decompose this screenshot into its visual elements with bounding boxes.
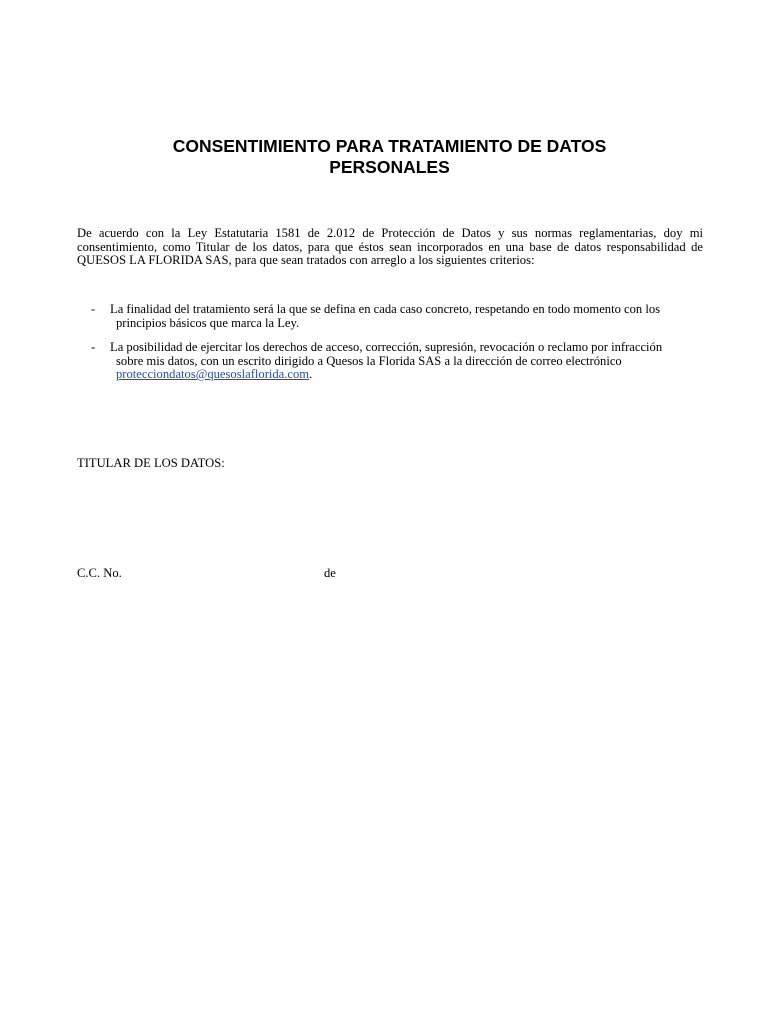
bullet-dash: -	[91, 302, 96, 316]
bullet-item-derechos	[77, 341, 705, 382]
bullet-end-period: .	[309, 367, 313, 382]
bullet-dash: -	[91, 340, 96, 354]
intro-paragraph: De acuerdo con la Ley Estatutaria 1581 de 2.012 de Protección de Datos y sus normas reglamentarias, doy mi consentimiento, como Titular de los datos, para que éstos sean incorporados en una base de datos responsabilidad de QUESOS LA FLORIDA SAS, para que sean tratados con arreglo a los siguientes criterios:	[77, 226, 703, 268]
cc-label: C.C. No.	[77, 566, 122, 580]
titular-label: TITULAR DE LOS DATOS:	[77, 456, 225, 470]
bullet-item-finalidad	[77, 303, 705, 330]
bullet-continuation: principios básicos que marca la Ley.	[116, 315, 300, 330]
bullet-text	[110, 303, 705, 330]
bullet-continuation	[110, 355, 705, 382]
bullet-first-line: La finalidad del tratamiento será la que se defina en cada caso concreto, respetando en todo momento con los	[110, 302, 661, 316]
email-link[interactable]: protecciondatos@quesoslaflorida.com	[116, 367, 310, 382]
title-line-2: PERSONALES	[329, 157, 450, 177]
bullet-first-line: La posibilidad de ejercitar los derechos de acceso, corrección, supresión, revocación o reclamo por infracción	[110, 340, 663, 354]
bullet-continuation-text: sobre mis datos, con un escrito dirigido a Quesos la Florida SAS a la dirección de correo electrónico	[116, 353, 622, 368]
bullet-text	[110, 341, 705, 382]
document-title	[100, 136, 679, 178]
title-line-1: CONSENTIMIENTO PARA TRATAMIENTO DE DATOS	[172, 136, 607, 156]
de-label: de	[324, 566, 336, 580]
